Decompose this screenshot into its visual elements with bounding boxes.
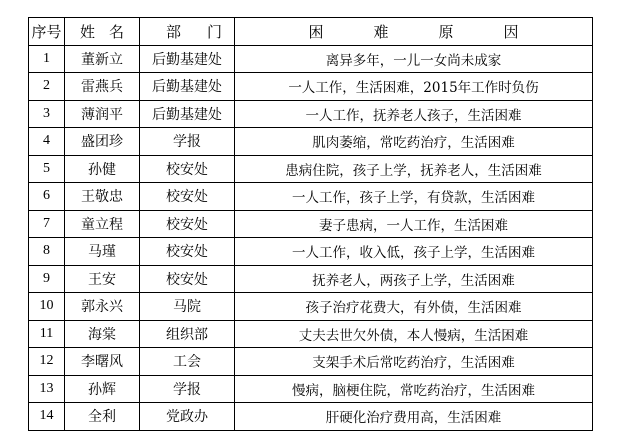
row-number: 10 <box>29 293 65 321</box>
row-reason: 肌肉萎缩，常吃药治疗，生活困难 <box>235 128 593 156</box>
table-body <box>29 45 593 430</box>
row-reason: 抚养老人，两孩子上学，生活困难 <box>235 265 593 293</box>
row-reason: 慢病，脑梗住院，常吃药治疗，生活困难 <box>235 375 593 403</box>
table-row <box>29 73 593 101</box>
row-reason: 一人工作，生活困难，2015年工作时负伤 <box>235 73 593 101</box>
table-row <box>29 238 593 266</box>
header-reason: 困难原因 <box>235 18 593 46</box>
row-number: 5 <box>29 155 65 183</box>
row-number: 8 <box>29 238 65 266</box>
row-name: 孙健 <box>65 155 140 183</box>
table-row <box>29 183 593 211</box>
header-row <box>29 18 593 46</box>
table-row <box>29 210 593 238</box>
row-department: 校安处 <box>140 155 235 183</box>
row-department: 校安处 <box>140 210 235 238</box>
header-department: 部门 <box>140 18 235 46</box>
row-reason: 肝硬化治疗费用高，生活困难 <box>235 403 593 431</box>
table-row <box>29 100 593 128</box>
row-name: 童立程 <box>65 210 140 238</box>
row-number: 2 <box>29 73 65 101</box>
row-reason: 一人工作，收入低，孩子上学，生活困难 <box>235 238 593 266</box>
row-number: 1 <box>29 45 65 73</box>
table-row <box>29 265 593 293</box>
hardship-table <box>28 17 593 431</box>
row-name: 董新立 <box>65 45 140 73</box>
header-number: 序号 <box>29 18 65 46</box>
row-name: 雷燕兵 <box>65 73 140 101</box>
table-row <box>29 320 593 348</box>
header-name: 姓名 <box>65 18 140 46</box>
row-number: 11 <box>29 320 65 348</box>
row-name: 王安 <box>65 265 140 293</box>
row-name: 全利 <box>65 403 140 431</box>
row-department: 校安处 <box>140 238 235 266</box>
row-number: 3 <box>29 100 65 128</box>
row-reason: 患病住院，孩子上学，抚养老人，生活困难 <box>235 155 593 183</box>
row-number: 12 <box>29 348 65 376</box>
table-row <box>29 293 593 321</box>
row-department: 校安处 <box>140 265 235 293</box>
row-department: 后勤基建处 <box>140 100 235 128</box>
row-name: 李曙风 <box>65 348 140 376</box>
row-department: 后勤基建处 <box>140 45 235 73</box>
row-name: 王敬忠 <box>65 183 140 211</box>
row-reason: 离异多年，一儿一女尚未成家 <box>235 45 593 73</box>
row-reason: 妻子患病，一人工作，生活困难 <box>235 210 593 238</box>
table-row <box>29 348 593 376</box>
table-row <box>29 128 593 156</box>
row-department: 校安处 <box>140 183 235 211</box>
row-number: 7 <box>29 210 65 238</box>
row-name: 盛团珍 <box>65 128 140 156</box>
row-name: 孙辉 <box>65 375 140 403</box>
row-number: 4 <box>29 128 65 156</box>
row-department: 工会 <box>140 348 235 376</box>
row-department: 组织部 <box>140 320 235 348</box>
row-department: 马院 <box>140 293 235 321</box>
row-reason: 丈夫去世欠外债，本人慢病，生活困难 <box>235 320 593 348</box>
row-number: 6 <box>29 183 65 211</box>
row-number: 9 <box>29 265 65 293</box>
row-department: 后勤基建处 <box>140 73 235 101</box>
row-number: 13 <box>29 375 65 403</box>
row-name: 马瑾 <box>65 238 140 266</box>
row-reason: 一人工作，抚养老人孩子，生活困难 <box>235 100 593 128</box>
row-reason: 孩子治疗花费大，有外债，生活困难 <box>235 293 593 321</box>
table-row <box>29 375 593 403</box>
row-reason: 支架手术后常吃药治疗，生活困难 <box>235 348 593 376</box>
row-name: 海棠 <box>65 320 140 348</box>
row-department: 学报 <box>140 375 235 403</box>
row-reason: 一人工作，孩子上学，有贷款，生活困难 <box>235 183 593 211</box>
row-department: 学报 <box>140 128 235 156</box>
table-row <box>29 45 593 73</box>
row-name: 薄润平 <box>65 100 140 128</box>
table-row <box>29 403 593 431</box>
row-number: 14 <box>29 403 65 431</box>
row-name: 郭永兴 <box>65 293 140 321</box>
row-department: 党政办 <box>140 403 235 431</box>
table-row <box>29 155 593 183</box>
